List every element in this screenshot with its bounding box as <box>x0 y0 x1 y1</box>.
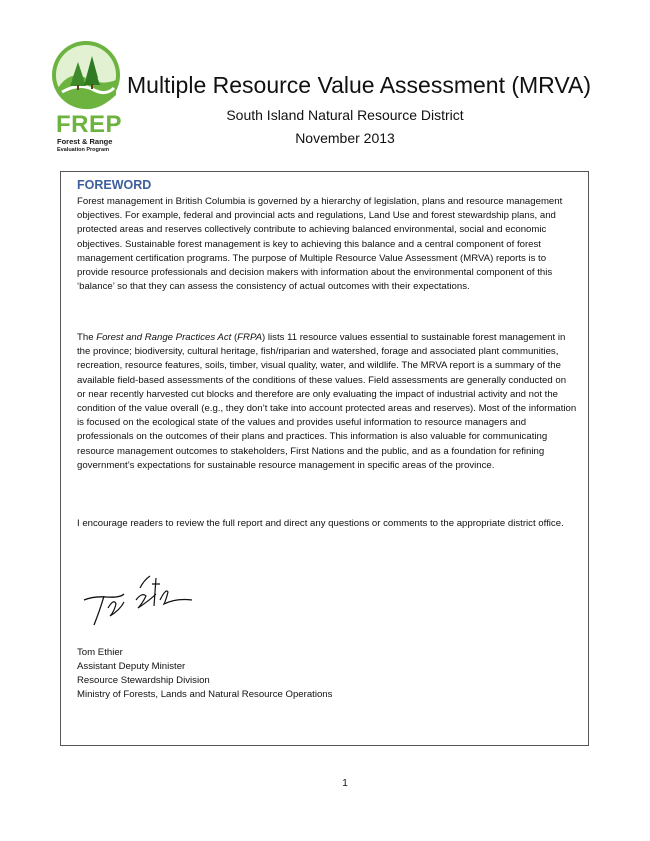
signature-image <box>80 570 200 630</box>
page-title: Multiple Resource Value Assessment (MRVA) <box>127 72 592 98</box>
logo-name: FREP <box>56 111 123 138</box>
foreword-heading: FOREWORD <box>77 178 152 192</box>
report-date: November 2013 <box>295 130 395 146</box>
district-name: South Island Natural Resource District <box>226 107 464 123</box>
foreword-paragraph-2 <box>77 331 577 473</box>
logo-line1: Forest & Range <box>57 137 113 146</box>
frpa-act-name: Forest and Range Practices Act <box>96 332 232 343</box>
signatory-division: Resource Stewardship Division <box>77 675 210 686</box>
signatory-title: Assistant Deputy Minister <box>77 661 186 672</box>
page-number: 1 <box>342 778 348 789</box>
p2-open-paren: ( <box>231 332 238 343</box>
signatory-ministry: Ministry of Forests, Lands and Natural Resource Operations <box>77 689 333 700</box>
logo-line2: Evaluation Program <box>57 147 109 153</box>
p2-lead: The <box>77 332 97 343</box>
p2-body: ) lists 11 resource values essential to sustainable forest management in the province; biodiversity, cultural heritage, fish/riparian and watershed, forage and associated plant communities, recreation, resource features, soils, timber, visual quality, water, and wildlife. The MRVA report is a summary of the available field-based assessments of the conditions of these values. Field assessments are generally conducted on or near recently harvested cut blocks and therefore are only evaluating the impact of industrial activity and not the condition of the value overall (e.g., they don’t take into account protected areas and reserves). Most of the information is focused on the ecological state of the values and provides useful information to resource managers and professionals on the outcomes of their plans and practices. This information is also valuable for communicating resource management outcomes to stakeholders, First Nations and the public, and as a foundation for refining government’s expectations for sustainable resource management in specific areas of the province. <box>77 332 577 471</box>
foreword-paragraph-1: Forest management in British Columbia is governed by a hierarchy of legislation, plans and resource management objectives. For example, federal and provincial acts and regulations, Land Use and forest stewardship plans, and protected areas and reserves collectively contribute to achieving balanced environmental, social and economic objectives. Sustainable forest management is key to achieving this balance and a central component of forest management certification programs. The purpose of Multiple Resource Value Assessment (MRVA) reports is to provide resource professionals and decision makers with information about the environmental component of this ‘balance’ so that they can assess the consistency of actual outcomes with their expectations. <box>77 196 563 293</box>
signatory-name: Tom Ethier <box>77 647 123 658</box>
foreword-paragraph-3: I encourage readers to review the full report and direct any questions or comments to the appropriate district office. <box>77 518 564 529</box>
frpa-abbreviation: FRPA <box>237 332 263 343</box>
